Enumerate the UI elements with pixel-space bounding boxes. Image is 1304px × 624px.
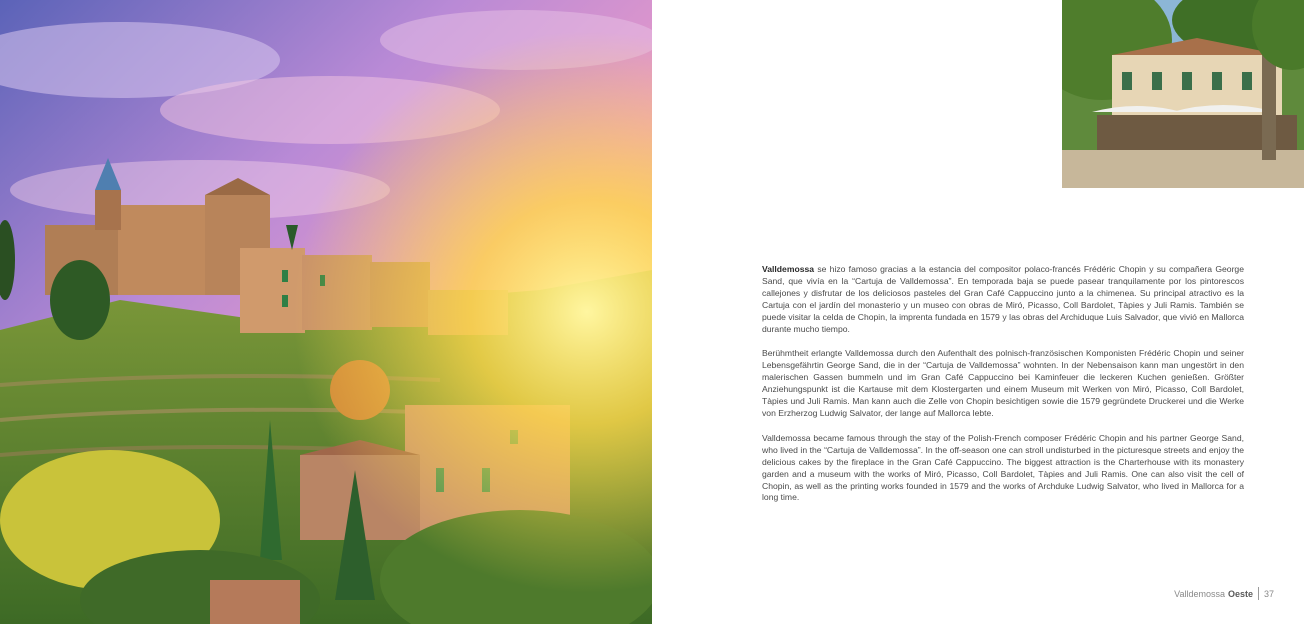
footer-place: Valldemossa	[1174, 588, 1225, 599]
paragraph-lead-word: Valldemossa	[762, 264, 815, 274]
footer-region: Oeste	[1227, 588, 1253, 599]
page-footer	[1174, 587, 1274, 600]
paragraph-german: Berühmtheit erlangte Valldemossa durch den Aufenthalt des polnisch-französischen Komponisten Frédéric Chopin und seiner Lebensgefährtin George Sand, die in der “Cartuja de Valldemossa” wohnten. In der Nebensaison kann man ungestört in den malerischen Gassen bummeln und im Gran Café Cappuccino bei Kaminfeuer die leckeren Kuchen genießen. Größter Anziehungspunkt ist die Kartause mit dem Klostergarten und einem Museum mit Werken von Miró, Picasso, Coll Bardolet, Tàpies und Juli Ramis. Man kann auch die Zelle von Chopin besichtigen sowie die 1579 gegründete Druckerei und die Werke von Erzherzog Ludwig Salvator, der lange auf Mallorca lebte.	[762, 348, 1244, 418]
page-number: 37	[1263, 588, 1274, 599]
article-text	[762, 264, 1244, 517]
footer-divider	[1258, 587, 1259, 600]
paragraph-spanish-body: se hizo famoso gracias a la estancia del compositor polaco-francés Frédéric Chopin y su compañera George Sand, que vivía en la “Cartuja de Valldemossa”. En temporada baja se puede pasear tranquilamente por los pintorescos callejones y disfrutar de los deliciosos pasteles del Gran Café Cappuccino junto a la chimenea. Su principal atractivo es la Cartuja con el jardín del monasterio y un museo con obras de Miró, Picasso, Coll Bardolet, Tàpies y Juli Ramis. También se puede visitar la celda de Chopin, la imprenta fundada en 1579 y las obras del Archiduque Luis Salvador, que vivió en Mallorca durante mucho tiempo.	[762, 264, 1244, 334]
paragraph-english: Valldemossa became famous through the stay of the Polish-French composer Frédéric Chopin and his partner George Sand, who lived in the “Cartuja de Valldemossa”. In the off-season one can stroll undisturbed in the picturesque streets and enjoy the delicious cakes by the fireplace in the Gran Café Cappuccino. The biggest attraction is the Charterhouse with its monastery garden and a museum with the works of Miró, Picasso, Coll Bardolet, Tàpies and Juli Ramis. One can also visit the cell of Chopin, as well as the printing works founded in 1579 and the works of Archduke Ludwig Salvator, who lived in Mallorca for a long time.	[762, 432, 1244, 503]
cafe-terrace-photo	[1062, 0, 1304, 188]
paragraph-spanish	[762, 264, 1244, 335]
